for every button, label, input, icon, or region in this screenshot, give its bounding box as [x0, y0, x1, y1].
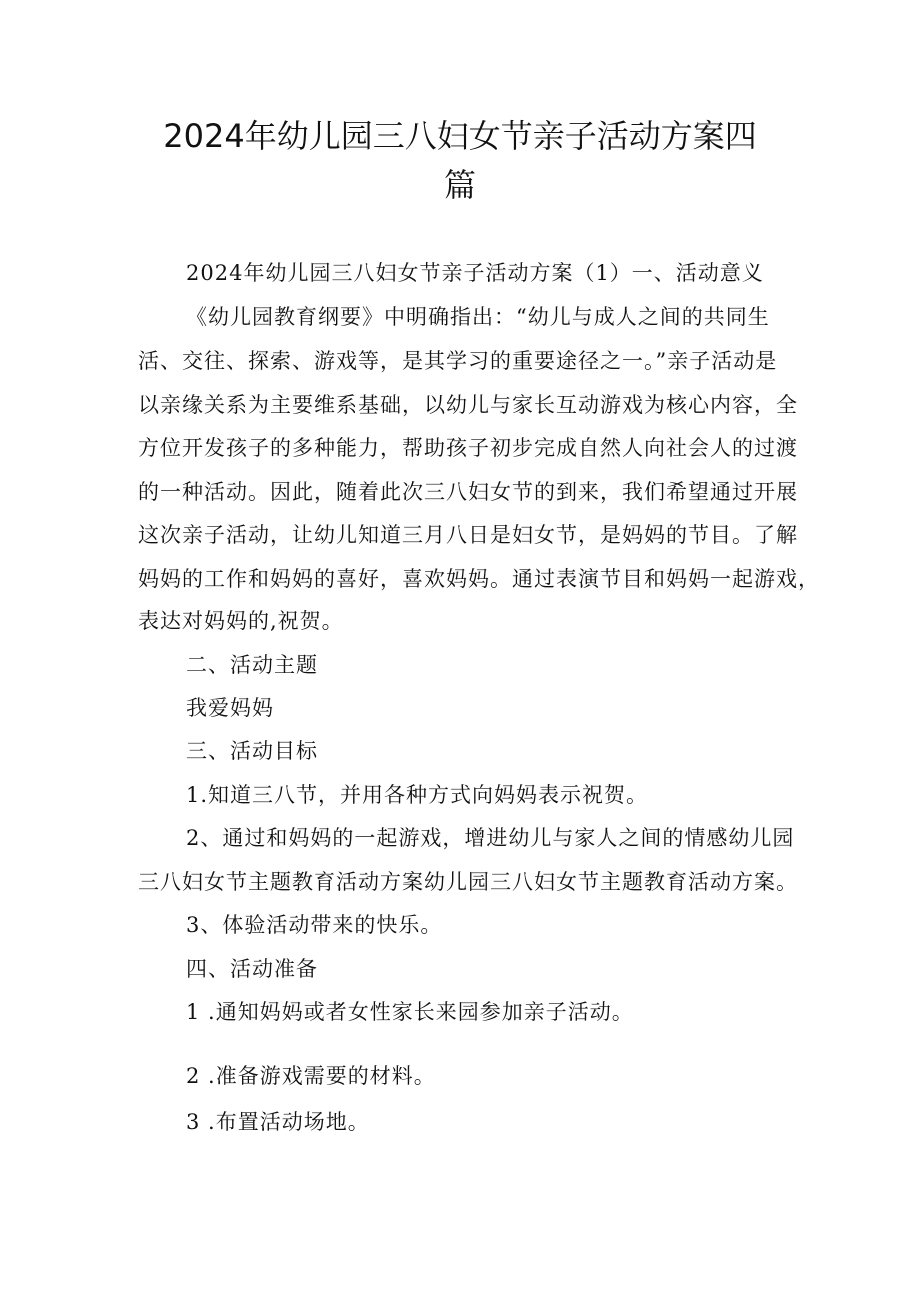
document-title-line-1: 2024年幼儿园三八妇女节亲子活动方案四: [163, 117, 757, 155]
paragraph-line: 表达对妈妈的,祝贺。: [138, 609, 344, 633]
paragraph-line: 三八妇女节主题教育活动方案幼儿园三八妇女节主题教育活动方案。: [138, 870, 798, 894]
paragraph-line: 2024年幼儿园三八妇女节亲子活动方案（1）一、活动意义: [186, 261, 764, 285]
section-heading: 二、活动主题: [186, 653, 318, 677]
list-item: 1 .通知妈妈或者女性家长来园参加亲子活动。: [186, 1000, 634, 1024]
document-title-line-2: 篇: [443, 166, 476, 204]
section-heading: 四、活动准备: [186, 957, 318, 981]
list-item: 2、通过和妈妈的一起游戏，增进幼儿与家人之间的情感幼儿园: [186, 826, 795, 850]
list-item: 3、体验活动带来的快乐。: [186, 913, 443, 937]
paragraph-line: 《幼儿园教育纲要》中明确指出：“幼儿与成人之间的共同生: [186, 305, 770, 329]
paragraph-line: 这次亲子活动，让幼儿知道三月八日是妇女节，是妈妈的节目。了解: [138, 523, 798, 547]
list-item: 3 .布置活动场地。: [186, 1110, 370, 1134]
paragraph-line: 我爱妈妈: [186, 696, 274, 720]
section-heading: 三、活动目标: [186, 739, 318, 763]
paragraph-line: 以亲缘关系为主要维系基础，以幼儿与家长互动游戏为核心内容，全: [138, 393, 798, 417]
paragraph-line: 妈妈的工作和妈妈的喜好，喜欢妈妈。通过表演节目和妈妈一起游戏，: [138, 567, 820, 591]
list-item: 2 .准备游戏需要的材料。: [186, 1064, 436, 1088]
list-item: 1.知道三八节，并用各种方式向妈妈表示祝贺。: [186, 783, 649, 807]
paragraph-line: 的一种活动。因此，随着此次三八妇女节的到来，我们希望通过开展: [138, 480, 798, 504]
paragraph-line: 活、交往、探索、游戏等，是其学习的重要途径之一。”亲子活动是: [138, 349, 778, 373]
paragraph-line: 方位开发孩子的多种能力，帮助孩子初步完成自然人向社会人的过渡: [138, 436, 798, 460]
